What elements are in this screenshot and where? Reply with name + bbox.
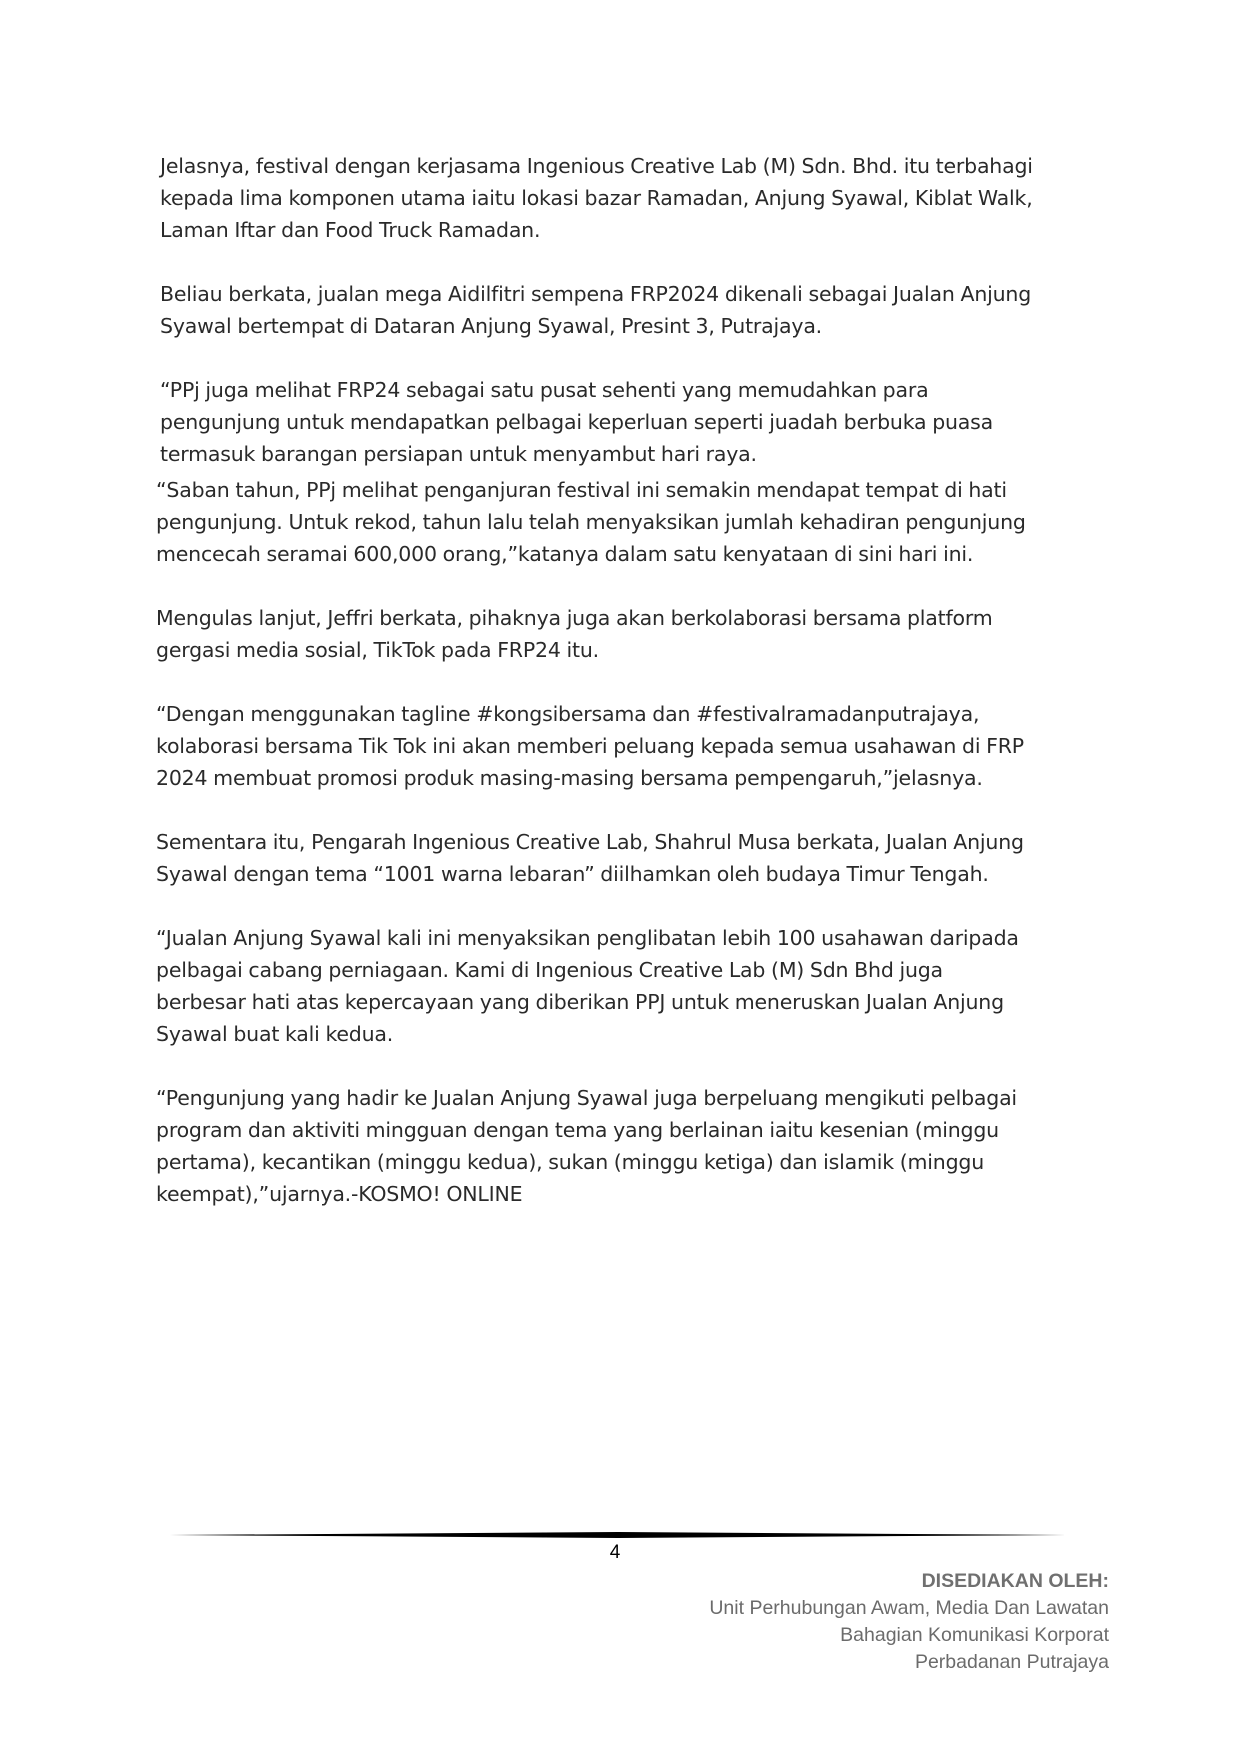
paragraph: “Dengan menggunakan tagline #kongsibersama dan #festivalramadanputrajaya, kolaborasi bersama Tik Tok ini akan memberi peluang kepada semua usahawan di FRP 2024 membuat promosi produk masing-masing bersama pempengaruh,”jelasnya. <box>156 702 1024 790</box>
paragraph: Jelasnya, festival dengan kerjasama Ingenious Creative Lab (M) Sdn. Bhd. itu terbahagi kepada lima komponen utama iaitu lokasi bazar Ramadan, Anjung Syawal, Kiblat Walk, Laman Iftar dan Food Truck Ramadan. <box>160 154 1033 242</box>
article-body <box>156 150 1090 1210</box>
page-number: 4 <box>609 1542 621 1563</box>
paragraph: “Saban tahun, PPj melihat penganjuran festival ini semakin mendapat tempat di hati pengunjung. Untuk rekod, tahun lalu telah menyaksikan jumlah kehadiran pengunjung mencecah seramai 600,000 orang,”katanya dalam satu kenyataan di sini hari ini. <box>156 478 1026 566</box>
footer-divider <box>170 1532 1066 1538</box>
prepared-by-organization: Perbadanan Putrajaya <box>914 1651 1109 1673</box>
paragraph: Beliau berkata, jualan mega Aidilfitri sempena FRP2024 dikenali sebagai Jualan Anjung Syawal bertempat di Dataran Anjung Syawal, Presint 3, Putrajaya. <box>160 282 1032 338</box>
paragraph: Sementara itu, Pengarah Ingenious Creative Lab, Shahrul Musa berkata, Jualan Anjung Syawal dengan tema “1001 warna lebaran” diilhamkan oleh budaya Timur Tengah. <box>156 830 1024 886</box>
paragraph: Mengulas lanjut, Jeffri berkata, pihaknya juga akan berkolaborasi bersama platform gergasi media sosial, TikTok pada FRP24 itu. <box>156 606 993 662</box>
paragraph: “Jualan Anjung Syawal kali ini menyaksikan penglibatan lebih 100 usahawan daripada pelbagai cabang perniagaan. Kami di Ingenious Creative Lab (M) Sdn Bhd juga berbesar hati atas kepercayaan yang diberikan PPJ untuk meneruskan Jualan Anjung Syawal buat kali kedua. <box>156 926 1019 1046</box>
prepared-by-block <box>709 1568 1109 1676</box>
prepared-by-heading: DISEDIAKAN OLEH: <box>921 1570 1109 1592</box>
paragraph: “Pengunjung yang hadir ke Jualan Anjung Syawal juga berpeluang mengikuti pelbagai program dan aktiviti mingguan dengan tema yang berlainan iaitu kesenian (minggu pertama), kecantikan (minggu kedua), sukan (minggu ketiga) dan islamik (minggu keempat),”ujarnya.-KOSMO! ONLINE <box>156 1086 1017 1206</box>
prepared-by-division: Bahagian Komunikasi Korporat <box>840 1624 1109 1646</box>
prepared-by-unit: Unit Perhubungan Awam, Media Dan Lawatan <box>709 1597 1109 1619</box>
paragraph: “PPj juga melihat FRP24 sebagai satu pusat sehenti yang memudahkan para pengunjung untuk mendapatkan pelbagai keperluan seperti juadah berbuka puasa termasuk barangan persiapan untuk menyambut hari raya. <box>160 378 994 466</box>
